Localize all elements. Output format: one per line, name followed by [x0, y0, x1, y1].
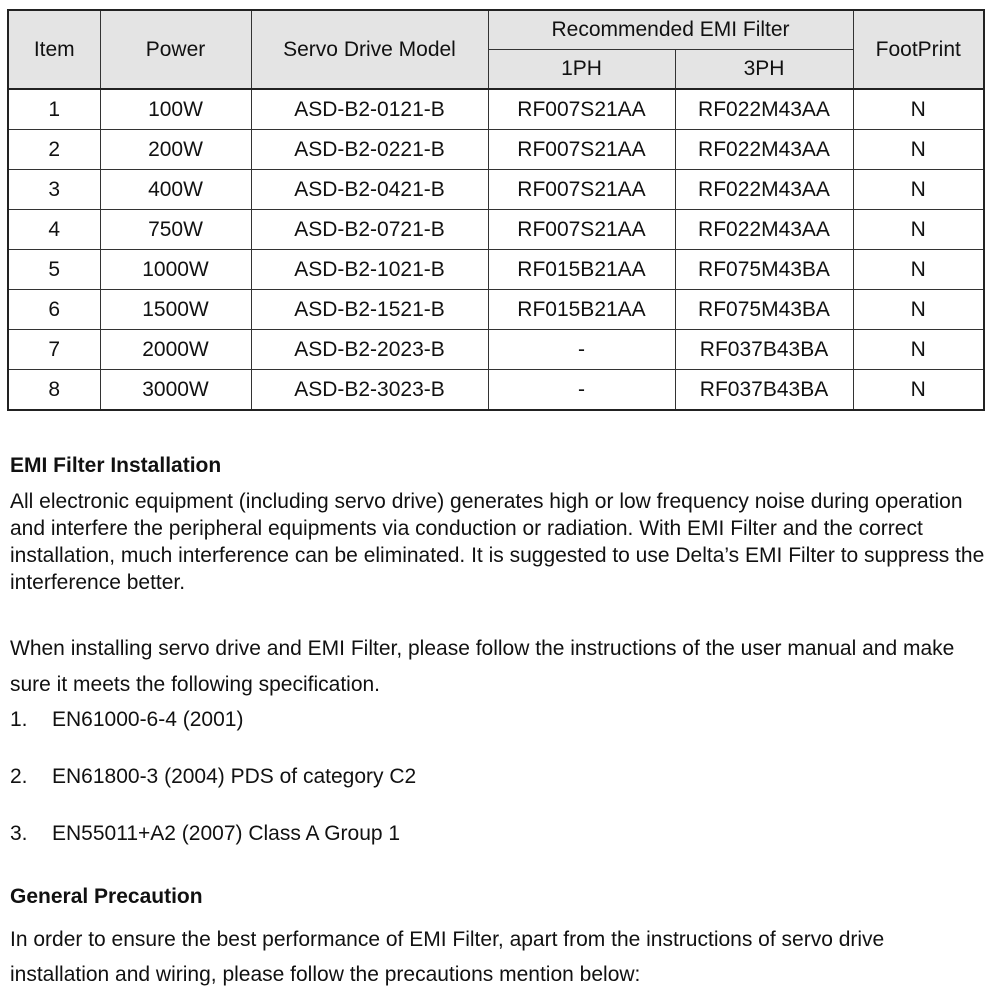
cell-footprint: N — [853, 89, 984, 130]
header-item: Item — [8, 10, 100, 89]
table-row — [8, 250, 984, 290]
list-item — [10, 702, 416, 759]
cell-1ph-filter: - — [488, 370, 675, 411]
header-servo-drive-model: Servo Drive Model — [251, 10, 488, 89]
cell-footprint: N — [853, 170, 984, 210]
cell-3ph-filter: RF022M43AA — [675, 130, 853, 170]
cell-3ph-filter: RF037B43BA — [675, 330, 853, 370]
cell-power: 1000W — [100, 250, 251, 290]
table-header — [8, 10, 984, 89]
cell-item: 1 — [8, 89, 100, 130]
cell-1ph-filter: RF007S21AA — [488, 170, 675, 210]
list-item — [10, 759, 416, 816]
table-row — [8, 290, 984, 330]
list-item-number: 3. — [10, 822, 28, 845]
cell-footprint: N — [853, 210, 984, 250]
cell-3ph-filter: RF075M43BA — [675, 250, 853, 290]
cell-3ph-filter: RF037B43BA — [675, 370, 853, 411]
cell-1ph-filter: RF015B21AA — [488, 250, 675, 290]
cell-item: 8 — [8, 370, 100, 411]
cell-footprint: N — [853, 130, 984, 170]
cell-3ph-filter: RF022M43AA — [675, 210, 853, 250]
cell-model: ASD-B2-0421-B — [251, 170, 488, 210]
general-precaution-heading: General Precaution — [10, 885, 203, 908]
emi-filter-table — [7, 9, 985, 411]
cell-footprint: N — [853, 330, 984, 370]
cell-power: 400W — [100, 170, 251, 210]
cell-power: 200W — [100, 130, 251, 170]
table-row — [8, 330, 984, 370]
cell-item: 2 — [8, 130, 100, 170]
cell-power: 100W — [100, 89, 251, 130]
cell-item: 4 — [8, 210, 100, 250]
header-recommended-emi-filter: Recommended EMI Filter — [488, 10, 853, 50]
cell-model: ASD-B2-2023-B — [251, 330, 488, 370]
cell-item: 7 — [8, 330, 100, 370]
cell-model: ASD-B2-3023-B — [251, 370, 488, 411]
cell-footprint: N — [853, 250, 984, 290]
cell-model: ASD-B2-0121-B — [251, 89, 488, 130]
list-item-text: EN61800-3 (2004) PDS of category C2 — [52, 765, 417, 788]
header-3ph: 3PH — [675, 50, 853, 90]
header-footprint: FootPrint — [853, 10, 984, 89]
table-row — [8, 89, 984, 130]
specification-list — [10, 702, 416, 873]
cell-item: 6 — [8, 290, 100, 330]
cell-power: 3000W — [100, 370, 251, 411]
cell-power: 1500W — [100, 290, 251, 330]
cell-1ph-filter: - — [488, 330, 675, 370]
cell-3ph-filter: RF022M43AA — [675, 170, 853, 210]
emi-installation-heading: EMI Filter Installation — [10, 454, 222, 477]
table-body — [8, 89, 984, 410]
list-item-text: EN55011+A2 (2007) Class A Group 1 — [52, 822, 401, 845]
list-item-number: 1. — [10, 708, 28, 731]
cell-model: ASD-B2-1521-B — [251, 290, 488, 330]
cell-1ph-filter: RF007S21AA — [488, 130, 675, 170]
header-power: Power — [100, 10, 251, 89]
table-row — [8, 210, 984, 250]
cell-power: 750W — [100, 210, 251, 250]
cell-1ph-filter: RF007S21AA — [488, 89, 675, 130]
header-1ph: 1PH — [488, 50, 675, 90]
table-row — [8, 130, 984, 170]
list-item-text: EN61000-6-4 (2001) — [52, 708, 244, 731]
cell-item: 5 — [8, 250, 100, 290]
list-item-number: 2. — [10, 765, 28, 788]
cell-item: 3 — [8, 170, 100, 210]
general-precaution-text: In order to ensure the best performance of EMI Filter, apart from the instructions of servo drive installation and wiring, please follow the precautions mention below: — [10, 928, 885, 986]
emi-installation-intro: All electronic equipment (including servo drive) generates high or low frequency noise during operation and interfere the peripheral equipments via conduction or radiation. With EMI Filter and the correct installation, much interference can be eliminated. It is suggested to use Delta’s EMI Filter to suppress the interference better. — [10, 490, 985, 594]
cell-1ph-filter: RF015B21AA — [488, 290, 675, 330]
cell-model: ASD-B2-1021-B — [251, 250, 488, 290]
table-row — [8, 170, 984, 210]
installation-note: When installing servo drive and EMI Filter, please follow the instructions of the user manual and make sure it meets the following specification. — [10, 637, 955, 696]
cell-footprint: N — [853, 290, 984, 330]
cell-1ph-filter: RF007S21AA — [488, 210, 675, 250]
list-item — [10, 816, 416, 873]
cell-3ph-filter: RF022M43AA — [675, 89, 853, 130]
table-row — [8, 370, 984, 411]
cell-model: ASD-B2-0721-B — [251, 210, 488, 250]
cell-3ph-filter: RF075M43BA — [675, 290, 853, 330]
cell-footprint: N — [853, 370, 984, 411]
cell-model: ASD-B2-0221-B — [251, 130, 488, 170]
cell-power: 2000W — [100, 330, 251, 370]
